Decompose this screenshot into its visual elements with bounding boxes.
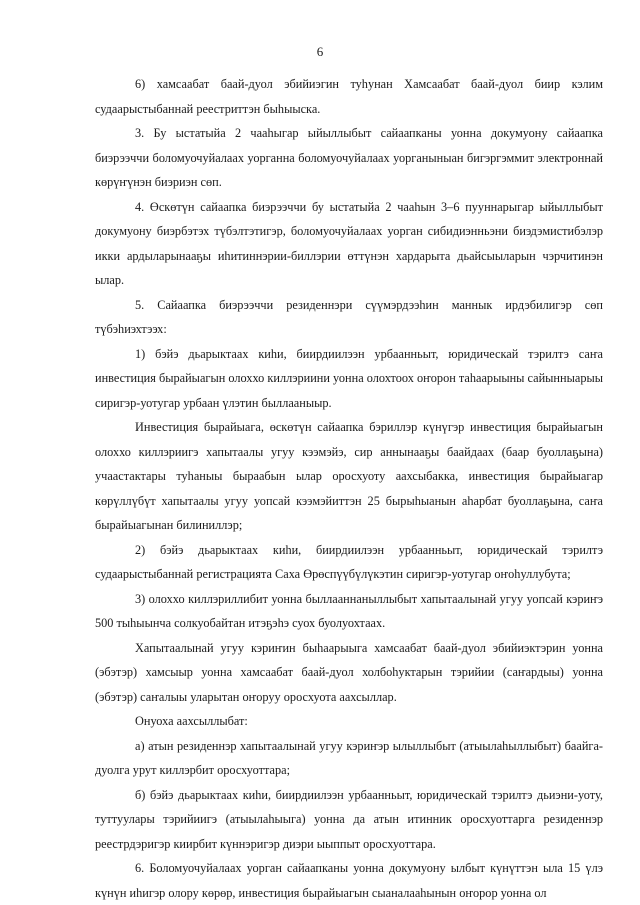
paragraph-clause-3: 3. Бу ыстатыйа 2 чааһыгар ыйыллыбыт сайаапканы уонна докумуону сайаапка биэрээччи боломуочуйалаах уорганна боломуочуйалаах уорганыныан бигэргэммит электроннай көрүҥүнэн биэриэн сөп. [95,126,603,189]
paragraph-not-counted: Онуоха аахсыллыбат: [135,714,248,728]
paragraph-capital-investment: Хапытаалынай угуу кэриҥин быһаарыыга хамсаабат баай-дуол эбийиэктэрин уонна (эбэтэр) хамсыыр уонна хамсаабат баай-дуол холбоһуктарын тэрийии (саҥардыы) уонна (эбэтэр) саҥалыы уларытан оҥоруу оросхуота аахсыллар. [95,640,603,704]
paragraph-item-a: а) атын резиденнэр хапытаалынай угуу кэриҥэр ылыллыбыт (атыылаһыллыбыт) баайга-дуолга урут киллэрбит оросхуоттара; [95,738,603,777]
document-body [95,72,603,905]
paragraph-clause-6: 6. Боломуочуйалаах уорган сайаапканы уонна докумуону ылбыт күнүттэн ыла 15 үлэ күнүн иһигэр олору көрөр, инвестиция бырайыагын сыаналааһынын оҥорор уонна ол [95,861,603,900]
paragraph-item-1: 1) бэйэ дьарыктаах киһи, биирдиилээн урбаанньыт, юридическай тэрилтэ саҥа инвестиция бырайыагын олоххо киллэриини уонна олохтоох оҥорон таһаарыыны сайынныарыы сиригэр-уотугар урбаан үлэтин быллааныыр. [95,346,603,410]
paragraph-item-3: 3) олоххо киллэриллибит уонна быллааннаныллыбыт хапытаалынай угуу уопсай кэриҥэ 500 тыһыынча солкуобайтан итэҕэһэ суох буолуохтаах. [95,591,603,630]
paragraph-item-b: б) бэйэ дьарыктаах киһи, биирдиилээн урбаанньыт, юридическай тэрилтэ дьиэни-уоту, туттуулары тэрийиигэ (атыылаһыыга) уонна да атын итинник оросхуоттарга резиденнэр реестрдэригэр киирбит күннэригэр диэри ыыппыт оросхуоттара. [95,787,603,851]
paragraph-item-6: 6) хамсаабат баай-дуол эбийиэгин туһунан Хамсаабат баай-дуол биир кэлим судаарыстыбаннай реестриттэн быһыыска. [95,77,603,116]
paragraph-clause-4: 4. Өскөтүн сайаапка биэрээччи бу ыстатыйа 2 чааһын 3–6 пууннарыгар ыйыллыбыт докумуону биэрбэтэх түбэлтэтигэр, боломуочуйалаах уорган сибидиэнньэни биэдэмистибэлэр икки ардыларынааҕы иһитиннэрии-биллэрии өттүнэн хардарыта дьайсыыларын чэрчитинэн ылар. [95,199,603,287]
page-number: 6 [316,44,324,59]
paragraph-investment-project: Инвестиция бырайыага, өскөтүн сайаапка бэриллэр күнүгэр инвестиция бырайыагын олоххо киллэриигэ хапытаалы угуу кээмэйэ, сир аннынааҕы баайдаах (баар буоллаҕына) учаастактары туһаныы быраабын ылар оросхуоту аахсыбакка, инвестиция бырайыагар көрүллүбүт хапытаалы угуу уопсай кээмэйиттэн 25 бырыһыанын аһарбат буоллаҕына, саҥа бырайыагынан билиниллэр; [95,420,603,532]
paragraph-clause-5: 5. Сайаапка биэрээччи резиденнэри сүүмэрдээһин маннык ирдэбилигэр сөп түбэһиэхтээх: [95,297,603,336]
paragraph-item-2: 2) бэйэ дьарыктаах киһи, биирдиилээн урбаанньыт, юридическай тэрилтэ судаарыстыбаннай регистрацията Саха Өрөспүүбүлүкэтин сиригэр-уотугар оҥоһуллубута; [95,542,603,581]
